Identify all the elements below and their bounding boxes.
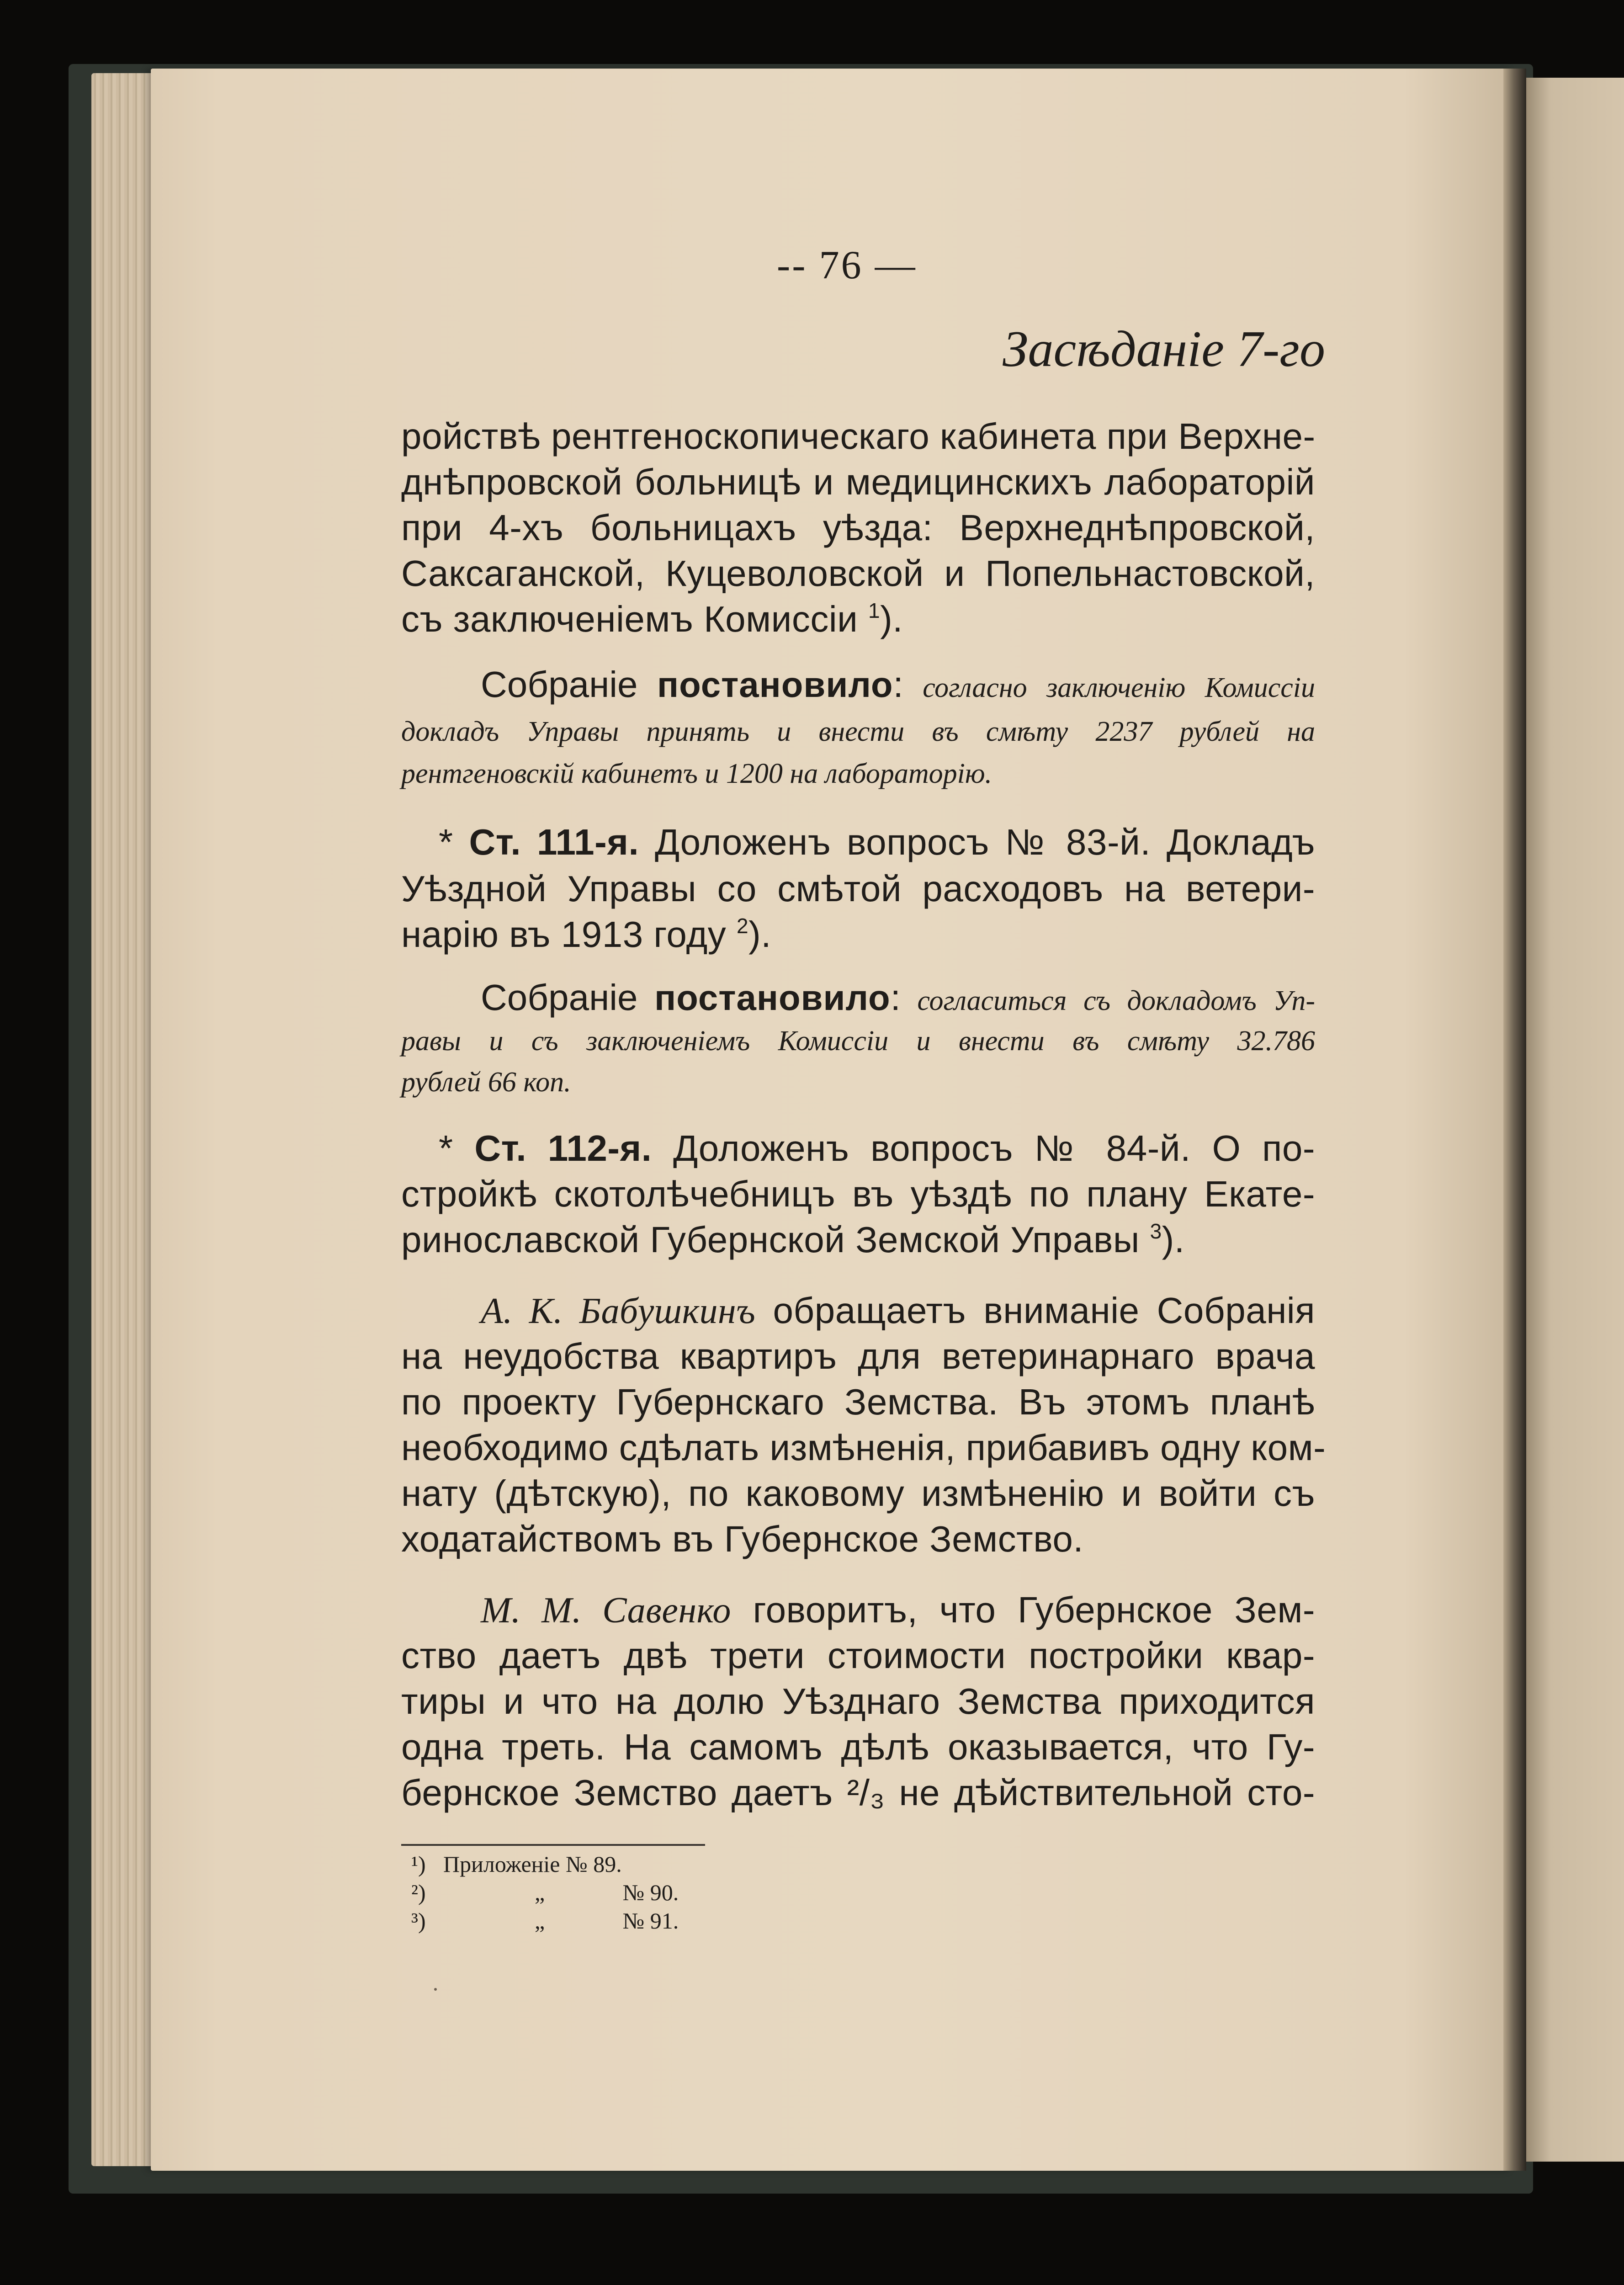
item112-line-2: стройкѣ скотолѣчебницъ въ уѣздѣ по плану Екате-	[401, 1174, 1315, 1214]
fraction-two-thirds: ²/₃	[847, 1772, 885, 1813]
babushkin-line-4: необходимо сдѣлать измѣненія, прибавивъ одну ком-	[401, 1427, 1326, 1468]
savenko-text-1: говоритъ, что Губернское Зем-	[753, 1589, 1315, 1630]
footnote-2	[411, 1878, 679, 1907]
book-page	[151, 69, 1513, 2171]
item111-text-3: нарію въ 1913 году	[401, 914, 727, 955]
footnote-2-number: № 90.	[622, 1880, 679, 1905]
footnote-1-number: № 89.	[566, 1851, 622, 1877]
item111-text-1: Доложенъ вопросъ № 83-й. Докладъ	[655, 822, 1315, 862]
babushkin-line-2: на неудобства квартиръ для ветеринарнаго врача	[401, 1336, 1315, 1376]
babushkin-line-1	[481, 1288, 1315, 1334]
savenko-text-5a: бернское Земство даетъ	[401, 1772, 833, 1813]
para1-end: ).	[880, 599, 903, 639]
resolution2-line-1	[481, 978, 1315, 1020]
footnote-rule	[401, 1844, 705, 1846]
para1-line-1: ройствѣ рентгеноскопическаго кабинета при Верхне-	[401, 416, 1316, 457]
footnote-1-mark: ¹)	[411, 1851, 426, 1877]
savenko-line-3: тиры и что на долю Уѣзднаго Земства приходится	[401, 1681, 1315, 1722]
item111-line-3	[401, 912, 1315, 957]
item111-star: *	[439, 822, 453, 862]
resolution1-keyword: постановило	[657, 664, 893, 705]
footnote-1-label: Приложеніе	[443, 1851, 560, 1877]
resolution2-line-3: рублей 66 коп.	[401, 1067, 571, 1098]
resolution1-text-1: согласно заключенію Комиссіи	[923, 672, 1315, 703]
para1-last-text: съ заключеніемъ Комиссіи	[401, 599, 858, 639]
footnote-3	[411, 1907, 679, 1935]
babushkin-line-5: нату (дѣтскую), по каковому измѣненію и войти съ	[401, 1473, 1315, 1514]
babushkin-text-1: обращаетъ вниманіе Собранія	[773, 1290, 1315, 1331]
footnote-ref-2: 2	[737, 914, 749, 938]
resolution1-colon: :	[893, 664, 903, 705]
para1-line-3: при 4-хъ больницахъ уѣзда: Верхнеднѣпровской,	[401, 507, 1315, 548]
savenko-line-1	[481, 1587, 1315, 1633]
footnote-ref-1: 1	[868, 599, 881, 622]
resolution2-colon: :	[890, 977, 901, 1018]
item112-line-3	[401, 1217, 1315, 1263]
footnote-3-mark: ³)	[411, 1908, 426, 1934]
para1-line-5	[401, 596, 1315, 642]
item112-star: *	[439, 1128, 453, 1169]
paper-speck	[434, 1988, 437, 1991]
facing-page	[1526, 78, 1624, 2162]
resolution2-text-1: согласиться съ докладомъ Уп-	[917, 985, 1316, 1016]
resolution2-line-2: равы и съ заключеніемъ Комиссіи и внести въ смѣту 32.786	[401, 1026, 1315, 1057]
resolution1-line-1	[481, 665, 1315, 707]
footnote-2-ditto: „	[535, 1880, 545, 1905]
savenko-text-5b: не дѣйствительной сто-	[899, 1772, 1316, 1813]
item112-text-1: Доложенъ вопросъ № 84-й. О по-	[673, 1128, 1316, 1169]
footnote-1	[411, 1850, 622, 1878]
resolution1-line-2: докладъ Управы принять и внести въ смѣту 2237 рублей на	[401, 716, 1315, 747]
footnote-3-ditto: „	[535, 1908, 545, 1934]
item111-end: ).	[748, 914, 771, 955]
resolution2-keyword: постановило	[654, 978, 891, 1018]
item112-line-1	[439, 1126, 1315, 1171]
page-number: -- 76 —	[777, 243, 917, 287]
item112-end: ).	[1162, 1219, 1185, 1260]
babushkin-line-6: ходатайствомъ въ Губернское Земство.	[401, 1519, 1084, 1559]
savenko-line-4: одна треть. На самомъ дѣлѣ оказывается, что Гу-	[401, 1727, 1315, 1767]
item111-line-2: Уѣздной Управы со смѣтой расходовъ на ветери-	[401, 868, 1315, 909]
para1-line-2: днѣпровской больницѣ и медицинскихъ лабораторій	[401, 462, 1315, 502]
savenko-line-2: ство даетъ двѣ трети стоимости постройки квар-	[401, 1635, 1315, 1676]
resolution2-lead: Собраніе	[481, 977, 638, 1018]
footnote-2-mark: ²)	[411, 1880, 426, 1905]
footnote-3-number: № 91.	[622, 1908, 679, 1934]
para1-line-4: Саксаганской, Куцеволовской и Попельнастовской,	[401, 553, 1315, 594]
item111-line-1	[439, 819, 1315, 865]
babushkin-line-3: по проекту Губернскаго Земства. Въ этомъ планѣ	[401, 1382, 1315, 1422]
running-head: Засѣданіе 7-го	[1003, 321, 1325, 377]
resolution1-lead: Собраніе	[481, 664, 638, 705]
footnote-ref-3: 3	[1150, 1219, 1162, 1243]
savenko-line-5	[401, 1770, 1315, 1816]
book-gutter	[1503, 69, 1526, 2171]
speaker-babushkin: А. К. Бабушкинъ	[481, 1291, 756, 1331]
item112-text-3: ринославской Губернской Земской Управы	[401, 1219, 1140, 1260]
resolution1-line-3: рентгеновскій кабинетъ и 1200 на лабораторію.	[401, 758, 992, 789]
item112-number: Ст. 112-я.	[474, 1128, 652, 1169]
item111-number: Ст. 111-я.	[469, 822, 639, 862]
speaker-savenko: М. М. Савенко	[481, 1590, 731, 1631]
